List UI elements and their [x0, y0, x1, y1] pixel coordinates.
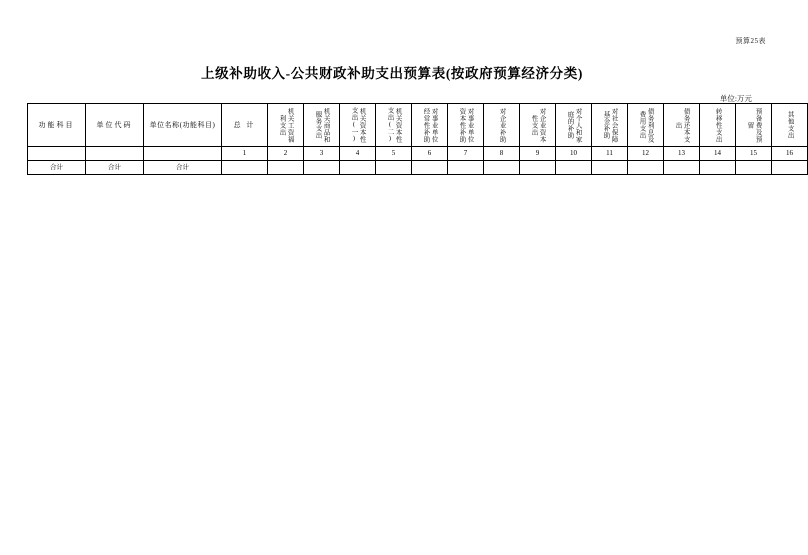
header-cell-col-15: 预备费及预留 [736, 104, 772, 147]
number-cell-14: 12 [628, 147, 664, 161]
number-cell-17: 15 [736, 147, 772, 161]
header-cell-col-13: 债务还本支出 [664, 104, 700, 147]
data-cell-17 [736, 161, 772, 175]
header-cell-col-14: 转移性支出 [700, 104, 736, 147]
data-cell-2: 合计 [144, 161, 222, 175]
number-cell-1 [86, 147, 144, 161]
number-cell-8: 6 [412, 147, 448, 161]
table-number-row [28, 147, 808, 161]
number-cell-13: 11 [592, 147, 628, 161]
number-cell-0 [28, 147, 86, 161]
header-cell-col-3: 机关商品和服务支出 [304, 104, 340, 147]
header-cell-unit-code: 单位代码 [86, 104, 144, 147]
data-cell-16 [700, 161, 736, 175]
data-cell-12 [556, 161, 592, 175]
data-cell-3 [222, 161, 268, 175]
data-cell-5 [304, 161, 340, 175]
header-cell-col-2: 机关工资福利支出 [268, 104, 304, 147]
header-cell-col-5: 机关资本性支出(二) [376, 104, 412, 147]
data-cell-8 [412, 161, 448, 175]
header-cell-unit-name: 单位名称(功能科目) [144, 104, 222, 147]
header-cell-col-7: 对事业单位资本性补助 [448, 104, 484, 147]
header-cell-functional-subject: 功能科目 [28, 104, 86, 147]
number-cell-4: 2 [268, 147, 304, 161]
data-cell-1: 合计 [86, 161, 144, 175]
unit-label: 单位:万元 [719, 94, 752, 103]
form-code-label: 预算25表 [735, 37, 766, 45]
budget-table [27, 103, 808, 175]
header-cell-col-11: 对社会保障基金补助 [592, 104, 628, 147]
header-cell-col-4: 机关资本性支出(一) [340, 104, 376, 147]
header-cell-total: 总 计 [222, 104, 268, 147]
header-cell-col-12: 债务利息及费用支出 [628, 104, 664, 147]
data-cell-9 [448, 161, 484, 175]
number-cell-15: 13 [664, 147, 700, 161]
number-cell-16: 14 [700, 147, 736, 161]
table-row [28, 161, 808, 175]
data-cell-6 [340, 161, 376, 175]
data-cell-0: 合计 [28, 161, 86, 175]
data-cell-13 [592, 161, 628, 175]
header-cell-col-16: 其他支出 [772, 104, 808, 147]
data-cell-7 [376, 161, 412, 175]
number-cell-11: 9 [520, 147, 556, 161]
data-cell-4 [268, 161, 304, 175]
number-cell-9: 7 [448, 147, 484, 161]
table-header-row [28, 104, 808, 147]
number-cell-18: 16 [772, 147, 808, 161]
header-cell-col-10: 对个人和家庭的补助 [556, 104, 592, 147]
number-cell-12: 10 [556, 147, 592, 161]
data-cell-11 [520, 161, 556, 175]
header-cell-col-8: 对企业补助 [484, 104, 520, 147]
data-cell-10 [484, 161, 520, 175]
number-cell-7: 5 [376, 147, 412, 161]
data-cell-14 [628, 161, 664, 175]
header-cell-col-6: 对事业单位经常性补助 [412, 104, 448, 147]
page-title: 上级补助收入-公共财政补助支出预算表(按政府预算经济分类) [201, 66, 583, 81]
number-cell-5: 3 [304, 147, 340, 161]
number-cell-6: 4 [340, 147, 376, 161]
number-cell-10: 8 [484, 147, 520, 161]
header-cell-col-9: 对企业资本性支出 [520, 104, 556, 147]
data-cell-18 [772, 161, 808, 175]
number-cell-3: 1 [222, 147, 268, 161]
number-cell-2 [144, 147, 222, 161]
data-cell-15 [664, 161, 700, 175]
